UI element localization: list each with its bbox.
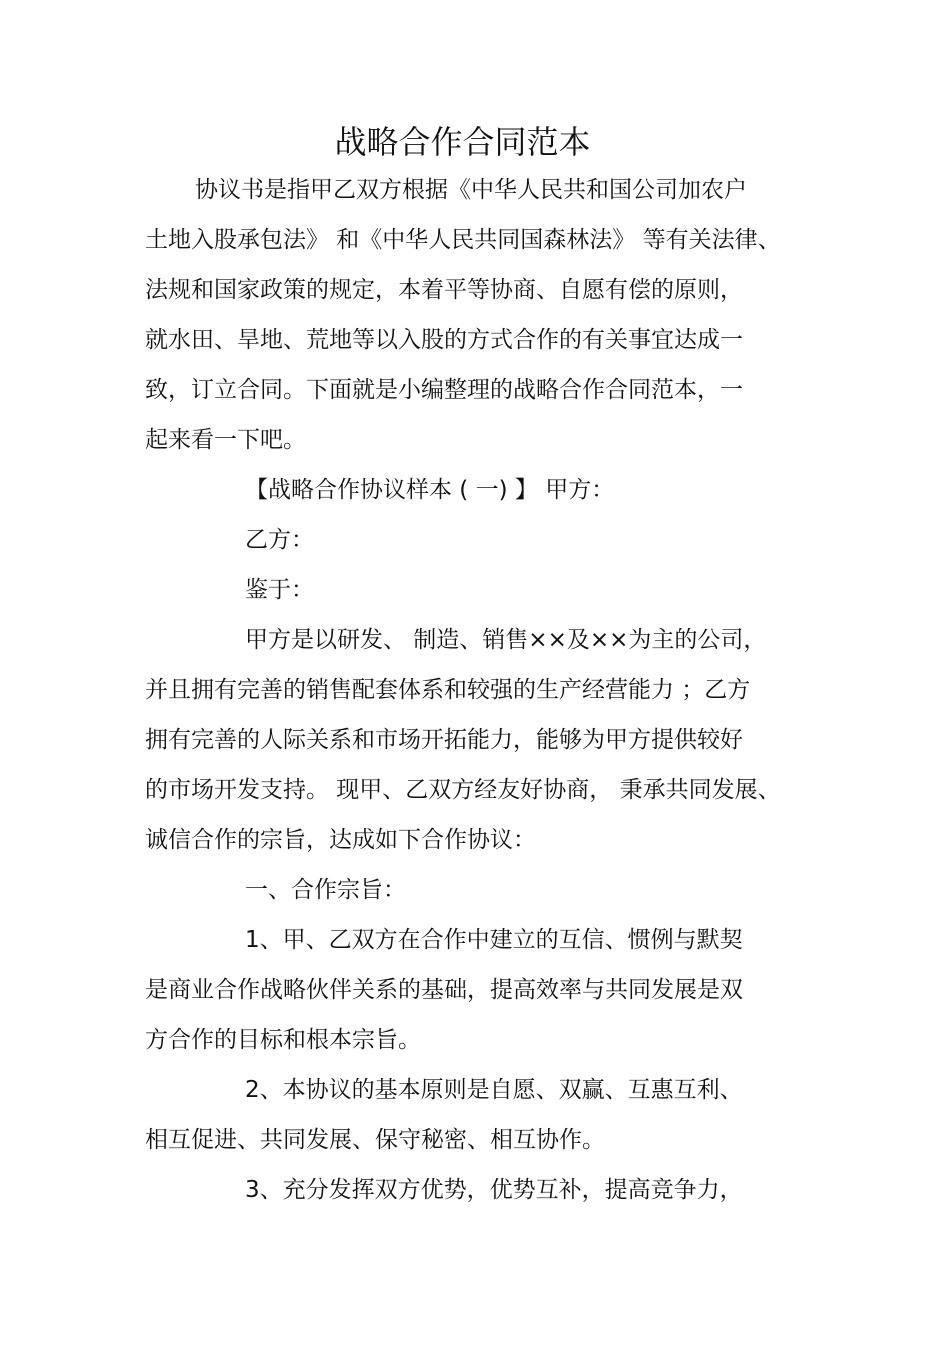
clause-item-2: 2、本协议的基本原则是自愿、双赢、互惠互利、 [245,1077,743,1103]
body-line: 拥有完善的人际关系和市场开拓能力，能够为甲方提供较好 [145,727,743,753]
body-line: 方合作的目标和根本宗旨。 [145,1027,421,1053]
body-line: 致，订立合同。下面就是小编整理的战略合作合同范本，一 [145,377,743,403]
body-line: 并且拥有完善的销售配套体系和较强的生产经营能力 ；乙方 [145,677,751,703]
section-heading-line: 【战略合作协议样本 ( 一) 】 甲方： [245,477,615,503]
whereas-label: 鉴于： [245,577,314,603]
clause-item-1: 1、甲、乙双方在合作中建立的互信、惯例与默契 [245,927,743,953]
body-line: 诚信合作的宗旨，达成如下合作协议： [145,827,536,853]
document-title: 战略合作合同范本 [334,123,591,161]
body-line: 协议书是指甲乙双方根据《中华人民共和国公司加农户 [195,177,747,203]
body-line: 相互促进、共同发展、保守秘密、相互协作。 [145,1127,605,1153]
party-b-label: 乙方： [245,527,314,553]
body-line: 起来看一下吧。 [145,427,306,453]
body-line: 就水田、旱地、荒地等以入股的方式合作的有关事宜达成一 [145,327,743,353]
body-line: 的市场开发支持。 现甲、乙双方经友好协商， 秉承共同发展、 [145,777,781,803]
clause-heading: 一、合作宗旨： [245,877,406,903]
clause-item-3: 3、充分发挥双方优势，优势互补，提高竞争力， [245,1177,743,1203]
body-line: 土地入股承包法》 和《中华人民共同国森林法》 等有关法律、 [145,227,781,253]
body-line: 法规和国家政策的规定，本着平等协商、自愿有偿的原则， [145,277,743,303]
body-line: 甲方是以研发、 制造、销售××及××为主的公司， [245,627,767,653]
body-line: 是商业合作战略伙伴关系的基础，提高效率与共同发展是双 [145,977,743,1003]
